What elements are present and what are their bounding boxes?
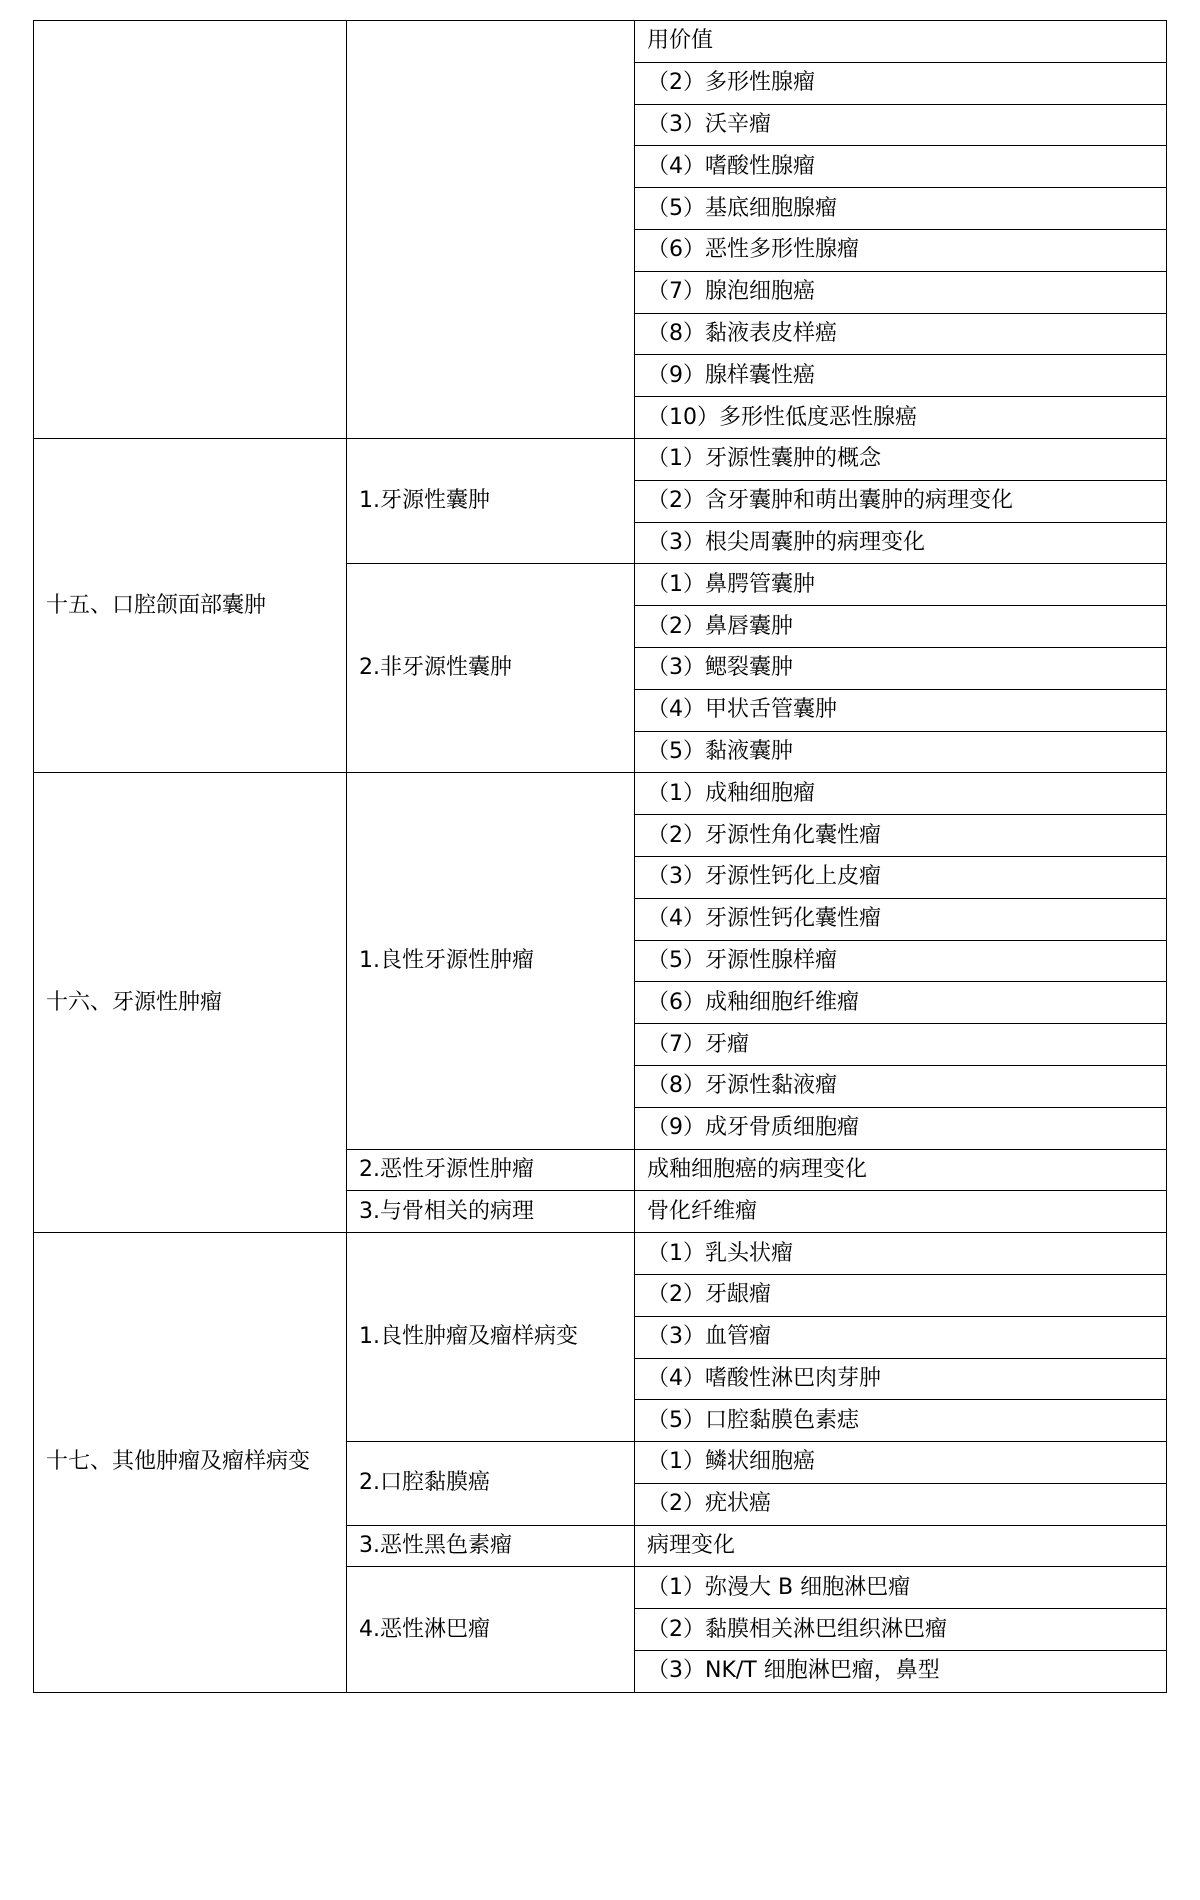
item-cell: （4）甲状舌管囊肿 <box>635 689 1167 731</box>
syllabus-table <box>33 20 1167 1693</box>
item-cell: （4）嗜酸性腺瘤 <box>635 146 1167 188</box>
group-label-cell: 2.恶性牙源性肿瘤 <box>347 1149 635 1191</box>
item-cell: （2）鼻唇囊肿 <box>635 606 1167 648</box>
item-cell: （8）黏液表皮样癌 <box>635 313 1167 355</box>
group-label-cell: 3.恶性黑色素瘤 <box>347 1525 635 1567</box>
item-cell: （1）鳞状细胞癌 <box>635 1442 1167 1484</box>
item-cell: （9）成牙骨质细胞瘤 <box>635 1107 1167 1149</box>
item-cell: 病理变化 <box>635 1525 1167 1567</box>
item-cell: 成釉细胞癌的病理变化 <box>635 1149 1167 1191</box>
item-cell: （1）鼻腭管囊肿 <box>635 564 1167 606</box>
table-row <box>34 21 1167 63</box>
item-cell: 骨化纤维瘤 <box>635 1191 1167 1233</box>
section-title-cell: 十五、口腔颌面部囊肿 <box>34 438 347 772</box>
item-cell: （1）牙源性囊肿的概念 <box>635 438 1167 480</box>
item-cell: （5）牙源性腺样瘤 <box>635 940 1167 982</box>
item-cell: （2）疣状癌 <box>635 1483 1167 1525</box>
section-title-cell <box>34 21 347 439</box>
table-row <box>34 438 1167 480</box>
item-cell: （2）牙龈瘤 <box>635 1274 1167 1316</box>
item-cell: （6）成釉细胞纤维瘤 <box>635 982 1167 1024</box>
table-row <box>34 773 1167 815</box>
item-cell: （7）腺泡细胞癌 <box>635 271 1167 313</box>
item-cell: （4）牙源性钙化囊性瘤 <box>635 898 1167 940</box>
item-cell: （1）乳头状瘤 <box>635 1233 1167 1275</box>
section-title-cell: 十七、其他肿瘤及瘤样病变 <box>34 1233 347 1693</box>
item-cell: （5）黏液囊肿 <box>635 731 1167 773</box>
item-cell: （3）血管瘤 <box>635 1316 1167 1358</box>
item-cell: （2）含牙囊肿和萌出囊肿的病理变化 <box>635 480 1167 522</box>
item-cell: （3）牙源性钙化上皮瘤 <box>635 856 1167 898</box>
group-label-cell: 1.良性牙源性肿瘤 <box>347 773 635 1149</box>
item-cell: （8）牙源性黏液瘤 <box>635 1065 1167 1107</box>
section-title-cell: 十六、牙源性肿瘤 <box>34 773 347 1233</box>
item-cell: （3）鳃裂囊肿 <box>635 647 1167 689</box>
group-label-cell: 4.恶性淋巴瘤 <box>347 1567 635 1692</box>
group-label-cell: 2.口腔黏膜癌 <box>347 1442 635 1526</box>
item-cell: （3）沃辛瘤 <box>635 104 1167 146</box>
group-label-cell: 3.与骨相关的病理 <box>347 1191 635 1233</box>
item-cell: （5）基底细胞腺瘤 <box>635 188 1167 230</box>
table-row <box>34 1233 1167 1275</box>
item-cell: （9）腺样囊性癌 <box>635 355 1167 397</box>
item-cell: （3）根尖周囊肿的病理变化 <box>635 522 1167 564</box>
item-cell: （2）牙源性角化囊性瘤 <box>635 815 1167 857</box>
group-label-cell: 2.非牙源性囊肿 <box>347 564 635 773</box>
group-label-cell: 1.牙源性囊肿 <box>347 438 635 563</box>
item-cell: （2）多形性腺瘤 <box>635 62 1167 104</box>
group-label-cell: 1.良性肿瘤及瘤样病变 <box>347 1233 635 1442</box>
item-cell: （5）口腔黏膜色素痣 <box>635 1400 1167 1442</box>
item-cell: 用价值 <box>635 21 1167 63</box>
item-cell: （1）成釉细胞瘤 <box>635 773 1167 815</box>
item-cell: （4）嗜酸性淋巴肉芽肿 <box>635 1358 1167 1400</box>
item-cell: （10）多形性低度恶性腺癌 <box>635 397 1167 439</box>
item-cell: （3）NK/T 细胞淋巴瘤，鼻型 <box>635 1651 1167 1693</box>
group-label-cell <box>347 21 635 439</box>
item-cell: （2）黏膜相关淋巴组织淋巴瘤 <box>635 1609 1167 1651</box>
item-cell: （1）弥漫大 B 细胞淋巴瘤 <box>635 1567 1167 1609</box>
item-cell: （6）恶性多形性腺瘤 <box>635 229 1167 271</box>
item-cell: （7）牙瘤 <box>635 1024 1167 1066</box>
